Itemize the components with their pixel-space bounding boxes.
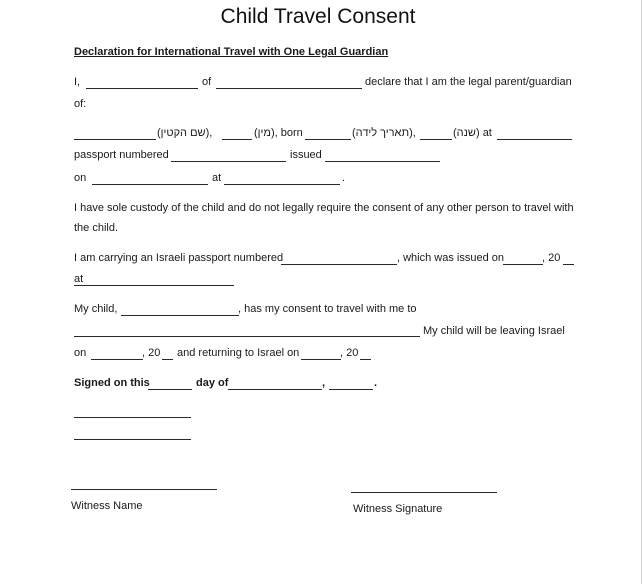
carrying-at-label: at <box>74 273 84 285</box>
guardian-signature-field[interactable] <box>74 404 191 418</box>
child-passport-issuer-field[interactable] <box>325 148 440 162</box>
custody-statement-line1: I have sole custody of the child and do not legally require the consent of any other person to travel with <box>74 202 574 214</box>
guardian-passport-number-field[interactable] <box>281 251 397 265</box>
has-consent-text: , has my consent to travel with me to <box>238 303 417 315</box>
witness-name-label: Witness Name <box>71 500 143 512</box>
child-birthplace-field[interactable] <box>497 126 572 140</box>
guardian-passport-date-field[interactable] <box>503 251 543 265</box>
child-name-hebrew-label: (שם הקטין), <box>157 127 213 139</box>
child-birthyear-field[interactable] <box>420 126 452 140</box>
signed-year-field[interactable] <box>329 376 373 390</box>
guardian-printed-name-field[interactable] <box>74 426 191 440</box>
witness-signature-field[interactable] <box>351 479 497 493</box>
i-label: I, <box>74 76 81 88</box>
departure-year-prefix: , 20 <box>142 347 161 359</box>
child-sex-hebrew-label: (מין), born <box>254 127 303 139</box>
departure-date-field[interactable] <box>91 346 143 360</box>
at-label: at <box>212 172 222 184</box>
passport-numbered-label: passport numbered <box>74 149 169 161</box>
child-sex-field[interactable] <box>222 126 252 140</box>
child-passport-number-field[interactable] <box>171 148 286 162</box>
carrying-passport-text: I am carrying an Israeli passport numbered <box>74 252 284 264</box>
custody-statement-line2: the child. <box>74 222 119 234</box>
form-subtitle: Declaration for International Travel with One Legal Guardian <box>74 46 389 58</box>
child-birthdate-field[interactable] <box>305 126 351 140</box>
day-of-label: day of <box>196 377 229 389</box>
period: . <box>342 172 346 184</box>
guardian-name-field[interactable] <box>86 75 198 89</box>
declare-text: declare that I am the legal parent/guardian <box>365 76 572 88</box>
guardian-address-field[interactable] <box>216 75 362 89</box>
consent-child-name-field[interactable] <box>121 302 239 316</box>
departure-on-label: on <box>74 347 87 359</box>
child-name-field[interactable] <box>74 126 156 140</box>
signed-on-label: Signed on this <box>74 377 150 389</box>
issued-label: issued <box>290 149 322 161</box>
of-colon-label: of: <box>74 98 87 110</box>
return-year-field[interactable] <box>360 346 371 360</box>
child-birthdate-hebrew-label: (תאריך לידה), <box>352 127 416 139</box>
signed-comma: , <box>322 377 326 389</box>
page-title: Child Travel Consent <box>220 5 416 28</box>
year-prefix: , 20 <box>542 252 561 264</box>
signed-month-field[interactable] <box>228 376 322 390</box>
of-label: of <box>202 76 212 88</box>
guardian-passport-year-field[interactable] <box>563 251 574 265</box>
signed-day-field[interactable] <box>148 376 192 390</box>
returning-text: and returning to Israel on <box>177 347 300 359</box>
my-child-label: My child, <box>74 303 118 315</box>
return-year-prefix: , 20 <box>340 347 359 359</box>
issued-on-text: , which was issued on <box>397 252 504 264</box>
child-passport-date-field[interactable] <box>92 171 208 185</box>
return-date-field[interactable] <box>301 346 341 360</box>
departure-year-field[interactable] <box>162 346 173 360</box>
witness-name-field[interactable] <box>71 476 217 490</box>
destination-field[interactable] <box>74 323 420 337</box>
child-passport-place-field[interactable] <box>224 171 340 185</box>
guardian-passport-place-field[interactable] <box>74 272 234 286</box>
on-label: on <box>74 172 87 184</box>
witness-signature-label: Witness Signature <box>353 503 443 515</box>
leaving-israel-text: My child will be leaving Israel <box>423 325 565 337</box>
child-birthyear-hebrew-label: (שנה) at <box>453 127 492 139</box>
signed-period: . <box>374 377 378 389</box>
